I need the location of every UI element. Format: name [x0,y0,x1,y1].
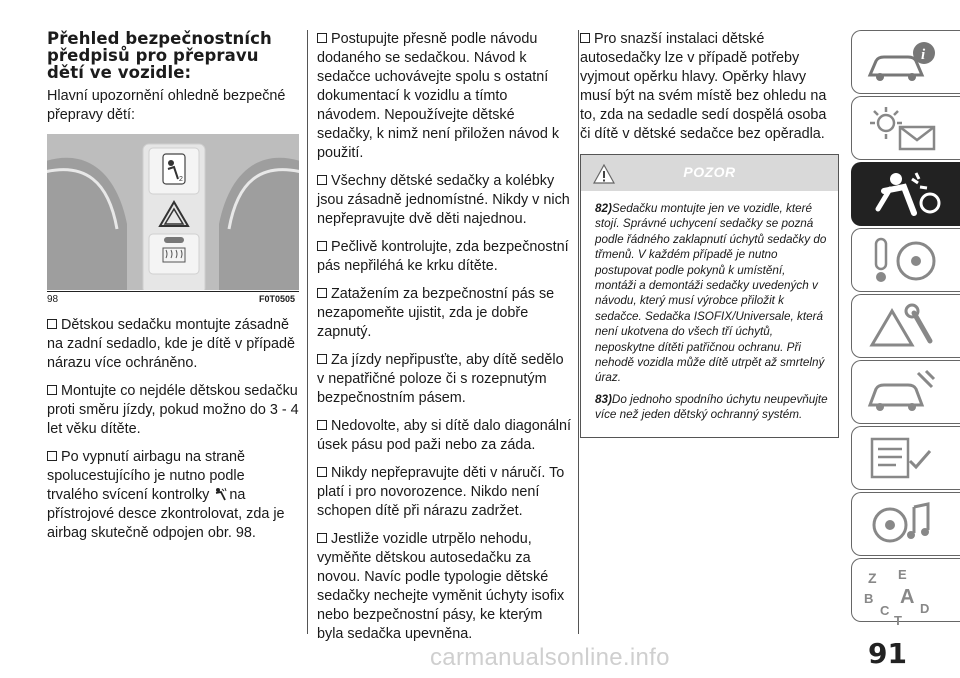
car-service-icon [864,367,944,417]
checkbox-icon [47,385,57,395]
column-2 [317,30,572,653]
checkbox-icon [47,319,57,329]
warning-title: POZOR [683,164,736,180]
chapter-tab-info[interactable] [851,30,960,94]
dashboard-illustration [47,134,299,290]
chapter-tab-index[interactable] [851,558,960,625]
list-item: Postupujte přesně podle návodu dodaného se sedačkou. Návod k sedačce uchovávejte spolu s ostatní dokumentací k vozidlu a tímto návodem. Nepoužívejte dětské sedačky, k nimž není přiložen návod k použití. [317,31,560,161]
key-steering-icon [864,235,944,285]
svg-text:A: A [900,586,915,608]
intro-text: Hlavní upozornění ohledně bezpečné přepravy dětí: [47,88,286,123]
checkbox-icon [580,33,590,43]
checkbox-icon [317,354,327,364]
checkbox-icon [317,420,327,430]
svg-text:Z: Z [868,570,877,586]
checkbox-icon [317,241,327,251]
checkbox-icon [317,175,327,185]
figure-number: 98 [47,294,59,305]
checkbox-icon [317,533,327,543]
tools-triangle-icon [864,301,944,351]
chapter-tab-warnings[interactable] [851,96,960,160]
airbag-off-icon [213,487,229,501]
warning-body [581,191,838,437]
list-item: Jestliže vozidle utrpělo nehodu, vyměňte dětskou autosedačku za novou. Navíc podle typologie dětské sedačky nechejte vyměnit úchyty isofix nebo bezpečnostní pásy, ke kterým byla sedačka upevněna. [317,531,565,642]
watermark-text: carmanualsonline.info [430,644,670,671]
media-phone-icon [864,499,944,549]
list-item: Pečlivě kontrolujte, zda bezpečnostní pás nepřiléhá ke krku dítěte. [317,239,569,274]
list-item: Po vypnutí airbagu na straně spolucestujícího je nutno podle trvalého svícení kontrolky na přístrojové desce zkontrolovat, zda je airbag skutečně odpojen obr. 98. [47,449,285,541]
list-item: Montujte co nejdéle dětskou sedačku proti směru jízdy, pokud možno do 3 - 4 let věku dítěte. [47,383,299,437]
svg-text:C: C [880,603,890,618]
checkbox-icon [317,288,327,298]
chapter-tab-multimedia[interactable] [851,492,960,556]
warning-header [581,155,838,191]
page-number: 91 [868,637,907,670]
svg-text:2: 2 [179,176,183,183]
warning-lights-icon [864,103,944,153]
airbag-seat-icon [864,169,944,219]
svg-text:T: T [894,613,902,625]
chapter-tab-maintenance[interactable] [851,360,960,424]
column-1 [47,30,299,552]
svg-text:B: B [864,591,874,606]
list-item: Nikdy nepřepravujte děti v náručí. To platí i pro novorozence. Nikdo není schopen dítě při nárazu zadržet. [317,465,565,519]
warning-box [580,154,839,438]
svg-text:i: i [921,47,926,63]
list-item: Dětskou sedačku montujte zásadně na zadní sedadlo, kde je dítě v případě nárazu více ochráněno. [47,317,296,371]
figure-caption [47,291,299,308]
checklist-icon [864,433,944,483]
list-item: Pro snazší instalaci dětské autosedačky lze v případě potřeby vyjmout opěrku hlavy. Opěrky hlavy musí být na svém místě bez ohledu na to, zda na sedadle sedí dospělá osoba či dítě v dětské sedačce bez opěradla. [580,31,827,142]
column-3 [580,30,839,438]
checkbox-icon [317,467,327,477]
warning-note: 83)Do jednoho spodního úchytu neupevňujte více než jeden dětský ochranný systém. [595,392,828,422]
section-title: Přehled bezpečnostních předpisů pro přepravu dětí ve vozidle: [47,29,272,82]
svg-text:E: E [898,567,907,582]
list-item: Všechny dětské sedačky a kolébky jsou zásadně jednomístné. Nikdy v nich nepřepravujte dvě děti najednou. [317,173,570,227]
chapter-tab-emergency[interactable] [851,294,960,358]
svg-text:D: D [920,601,930,616]
info-car-icon [864,37,944,87]
list-item: Nedovolte, aby si dítě dalo diagonální úsek pásu pod paži nebo za záda. [317,418,572,453]
column-divider [307,30,308,634]
warning-note: 82)Sedačku montujte jen ve vozidle, které stojí. Správné uchycení sedačky se pozná podle řádného zaklapnutí úchytů sedačky do třmenů. V každém případě je nutno postupovat podle pokynů k umístění, montáži a demontáži sedačky uvedených v návodu, který musí výrobce přiložit k sedačce. Sedačka ISOFIX/Universale, která není ukotvena do všech tří úchytů, neposkytne dítěti patřičnou ochranu. Při nehodě vozidla může dítě utrpět až smrtelný úraz. [595,202,827,385]
checkbox-icon [47,451,57,461]
list-item: Zatažením za bezpečnostní pás se nezapomeňte ujistit, zda je dobře zapnutý. [317,286,555,340]
chapter-tab-starting[interactable] [851,228,960,292]
chapter-tab-safety[interactable] [851,162,960,226]
list-item: Za jízdy nepřipusťte, aby dítě sedělo v nepatřičné poloze či s rozepnutým bezpečnostním pásem. [317,352,564,406]
chapter-tab-technical[interactable] [851,426,960,490]
dashboard-figure [47,134,299,290]
index-letters-icon [864,565,944,625]
column-divider [578,30,579,634]
chapter-tabs [851,30,960,630]
checkbox-icon [317,33,327,43]
figure-code: F0T0505 [258,294,295,304]
